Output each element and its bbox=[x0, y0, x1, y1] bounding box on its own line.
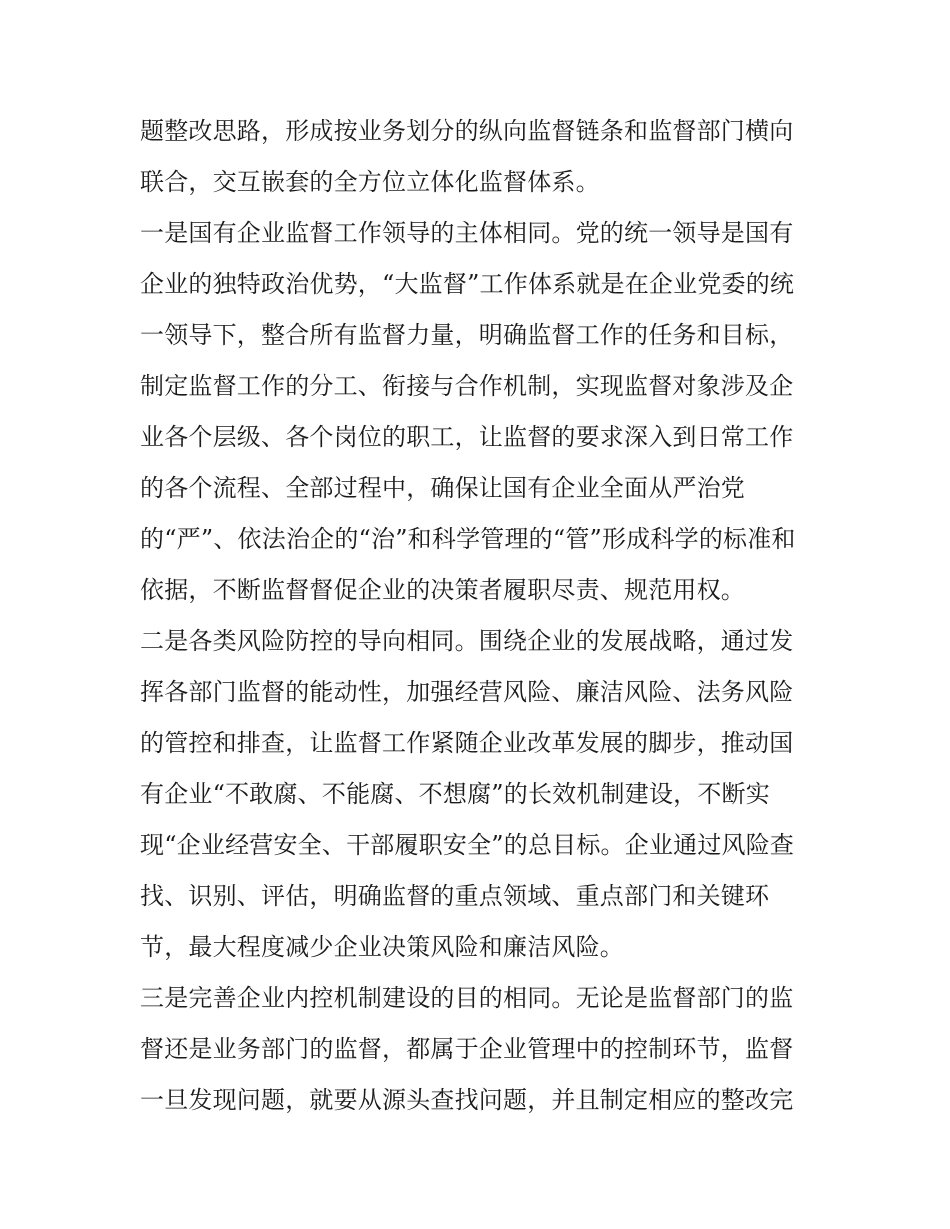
text-line: 找、识别、评估，明确监督的重点领域、重点部门和关键环 bbox=[140, 882, 770, 910]
text-line: 业各个层级、各个岗位的职工，让监督的要求深入到日常工作 bbox=[140, 423, 794, 451]
text-line: 一领导下，整合所有监督力量，明确监督工作的任务和目标， bbox=[140, 321, 794, 349]
text-line: 一旦发现问题，就要从源头查找问题，并且制定相应的整改完 bbox=[140, 1086, 794, 1114]
text-line: 二是各类风险防控的导向相同。围绕企业的发展战略，通过发 bbox=[140, 627, 794, 655]
text-line: 的“严”、依法治企的“治”和科学管理的“管”形成科学的标准和 bbox=[140, 525, 796, 553]
text-line: 企业的独特政治优势，“大监督”工作体系就是在企业党委的统 bbox=[140, 270, 795, 298]
text-line: 制定监督工作的分工、衔接与合作机制，实现监督对象涉及企 bbox=[140, 372, 794, 400]
text-line: 挥各部门监督的能动性，加强经营风险、廉洁风险、法务风险 bbox=[140, 678, 794, 706]
text-line: 题整改思路，形成按业务划分的纵向监督链条和监督部门横向 bbox=[140, 117, 794, 145]
text-line: 现“企业经营安全、干部履职安全”的总目标。企业通过风险查 bbox=[140, 831, 795, 859]
body-text bbox=[140, 106, 820, 1126]
text-line: 的各个流程、全部过程中，确保让国有企业全面从严治党 bbox=[140, 474, 745, 502]
text-line: 有企业“不敢腐、不能腐、不想腐”的长效机制建设，不断实 bbox=[140, 780, 770, 808]
text-line: 依据，不断监督督促企业的决策者履职尽责、规范用权。 bbox=[140, 576, 745, 604]
text-line: 的管控和排查，让监督工作紧随企业改革发展的脚步，推动国 bbox=[140, 729, 794, 757]
text-line: 一是国有企业监督工作领导的主体相同。党的统一领导是国有 bbox=[140, 219, 794, 247]
text-line: 督还是业务部门的监督，都属于企业管理中的控制环节，监督 bbox=[140, 1035, 794, 1063]
text-line: 节，最大程度减少企业决策风险和廉洁风险。 bbox=[140, 933, 624, 961]
text-line: 三是完善企业内控机制建设的目的相同。无论是监督部门的监 bbox=[140, 984, 794, 1012]
text-line: 联合，交互嵌套的全方位立体化监督体系。 bbox=[140, 168, 600, 196]
